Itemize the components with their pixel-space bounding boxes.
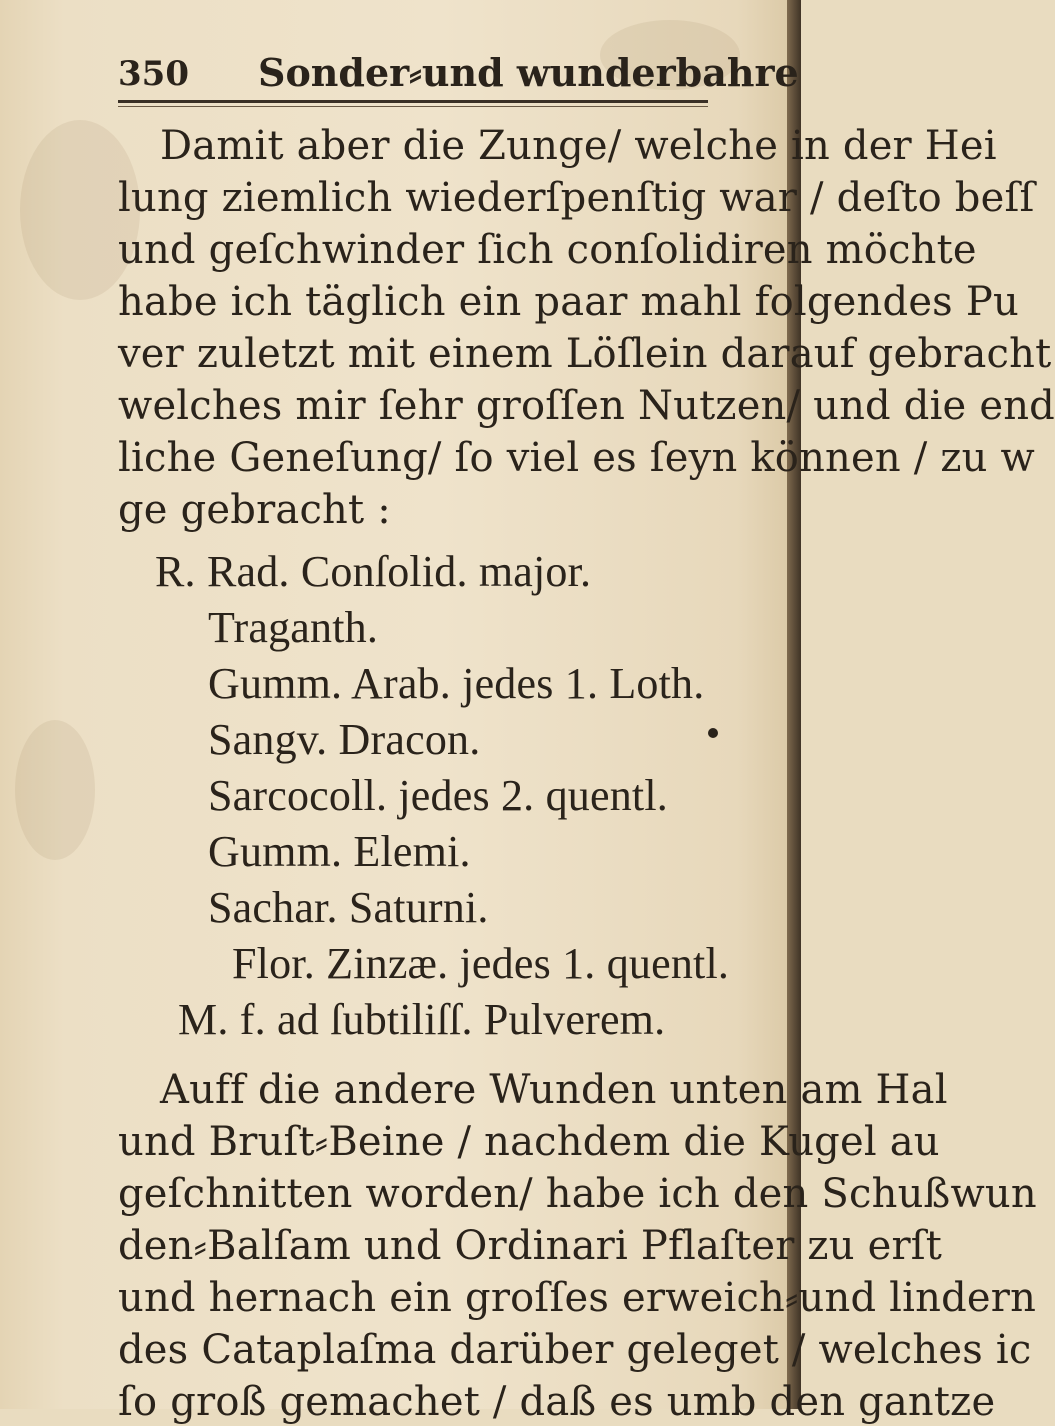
text-line: welches mir ſehr groſſen Nutzen/ und die end: [118, 383, 1055, 429]
recipe-line: Gumm. Elemi.: [208, 827, 471, 876]
running-title: Sonder⸗und wunderbahre: [258, 50, 799, 95]
text-line: ge gebracht :: [118, 487, 391, 533]
text-line: lung ziemlich wiederſpenſtig war / deſto beſſ: [118, 175, 1035, 221]
page-header: [118, 50, 799, 98]
text-line: den⸗Balſam und Ordinari Pflaſter zu erſt: [118, 1223, 943, 1269]
text-line: Auff die andere Wunden unten am Hal: [160, 1067, 948, 1113]
text-line: des Cataplaſma darüber geleget / welches ic: [118, 1327, 1032, 1373]
recipe-line: Gumm. Arab. jedes 1. Loth.: [208, 659, 705, 708]
text-line: Damit aber die Zunge/ welche in der Hei: [160, 123, 997, 169]
recipe-line: M. f. ad ſubtiliſſ. Pulverem.: [178, 995, 666, 1044]
recipe-line: Sangv. Dracon.: [208, 715, 481, 764]
text-line: geſchnitten worden/ habe ich den Schußwun: [118, 1171, 1037, 1217]
recipe-line: Sarcocoll. jedes 2. quentl.: [208, 771, 668, 820]
text-line: ſo groß gemachet / daß es umb den gantze: [118, 1379, 996, 1425]
text-line: und geſchwinder ſich conſolidiren möchte: [118, 227, 977, 273]
text-line: und hernach ein groſſes erweich⸗und lindern: [118, 1275, 1037, 1321]
recipe-line: Sachar. Saturni.: [208, 883, 489, 932]
header-rule: [118, 100, 708, 103]
page-number: 350: [118, 54, 189, 94]
paper-stain: [15, 720, 95, 860]
text-line: habe ich täglich ein paar mahl folgendes Pu: [118, 279, 1019, 325]
header-rule-thin: [118, 106, 708, 107]
recipe-line: Flor. Zinzæ. jedes 1. quentl.: [232, 939, 730, 988]
text-line: und Bruſt⸗Beine / nachdem die Kugel au: [118, 1119, 940, 1165]
ink-blot: [708, 728, 718, 738]
text-line: liche Geneſung/ ſo viel es ſeyn können / zu w: [118, 435, 1035, 481]
recipe-line: R. Rad. Conſolid. major.: [155, 547, 592, 596]
text-line: ver zuletzt mit einem Löſlein darauf gebracht: [118, 331, 1052, 377]
recipe-line: Traganth.: [208, 603, 379, 652]
